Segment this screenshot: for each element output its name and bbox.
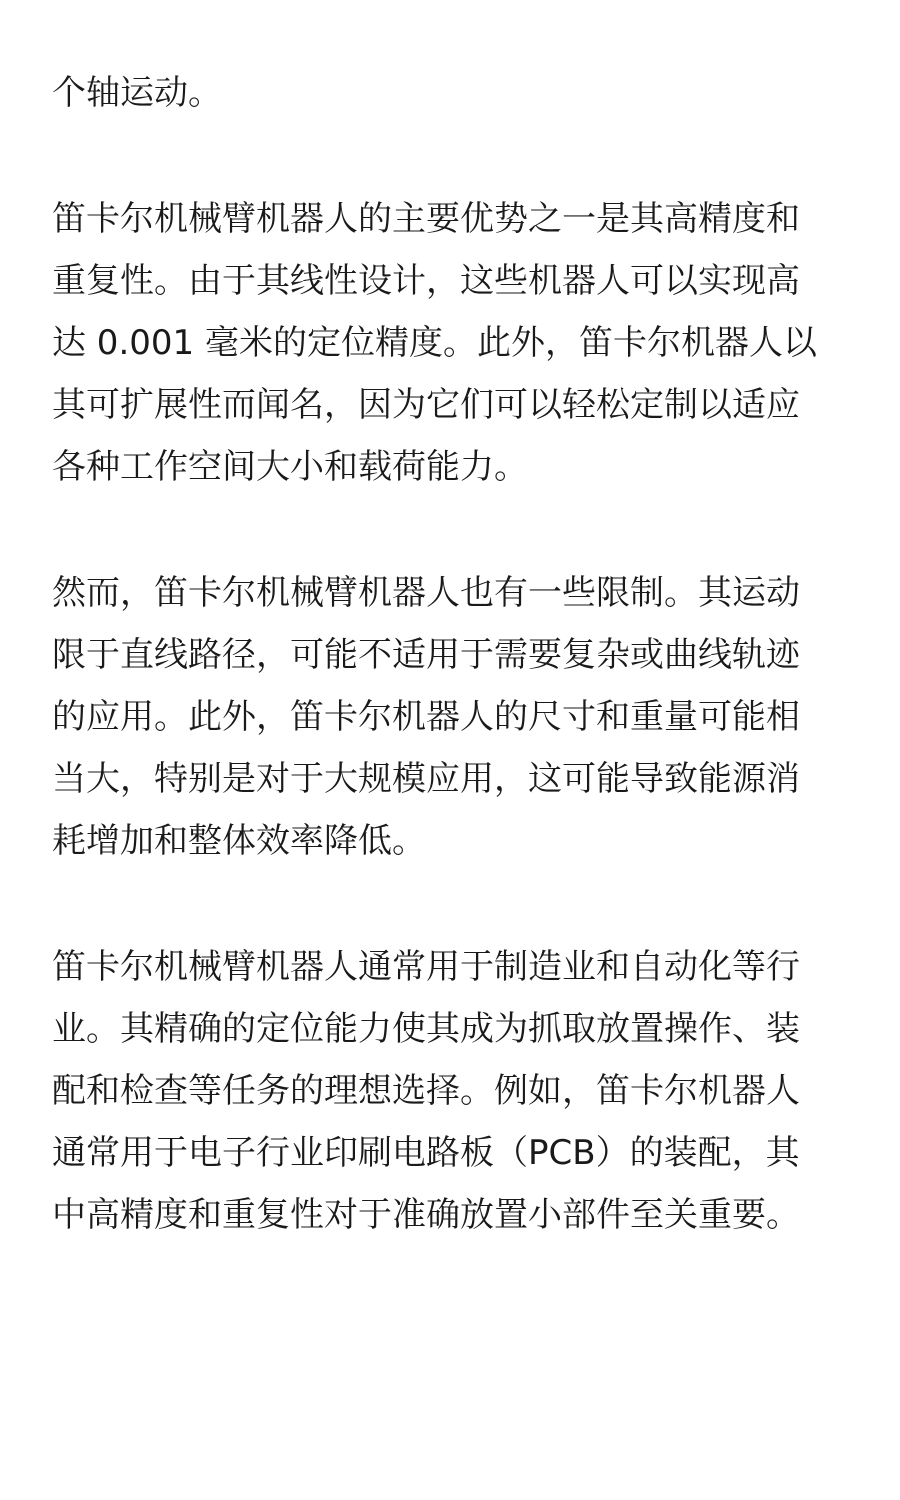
text-line: 笛卡尔机械臂机器人通常用于制造业和自动化等行	[52, 947, 800, 987]
text-line: 业。其精确的定位能力使其成为抓取放置操作、装	[52, 1009, 800, 1049]
paragraph-4	[52, 936, 850, 1246]
paragraph-3	[52, 562, 850, 872]
text-line: 各种工作空间大小和载荷能力。	[52, 447, 528, 487]
text-line: 耗增加和整体效率降低。	[52, 821, 426, 861]
text-line: 的应用。此外，笛卡尔机器人的尺寸和重量可能相	[52, 697, 800, 737]
text-line: 达 0.001 毫米的定位精度。此外，笛卡尔机器人以	[52, 323, 817, 363]
paragraph-2	[52, 188, 850, 498]
text-line: 其可扩展性而闻名，因为它们可以轻松定制以适应	[52, 385, 800, 425]
text-line: 通常用于电子行业印刷电路板（PCB）的装配，其	[52, 1133, 800, 1173]
paragraph-1	[52, 62, 850, 124]
text-line: 笛卡尔机械臂机器人的主要优势之一是其高精度和	[52, 199, 800, 239]
text-line: 个轴运动。	[52, 73, 222, 113]
text-line: 限于直线路径，可能不适用于需要复杂或曲线轨迹	[52, 635, 800, 675]
text-line: 当大，特别是对于大规模应用，这可能导致能源消	[52, 759, 800, 799]
text-line: 配和检查等任务的理想选择。例如，笛卡尔机器人	[52, 1071, 800, 1111]
text-line: 然而，笛卡尔机械臂机器人也有一些限制。其运动	[52, 573, 800, 613]
text-line: 重复性。由于其线性设计，这些机器人可以实现高	[52, 261, 800, 301]
text-line: 中高精度和重复性对于准确放置小部件至关重要。	[52, 1195, 800, 1235]
